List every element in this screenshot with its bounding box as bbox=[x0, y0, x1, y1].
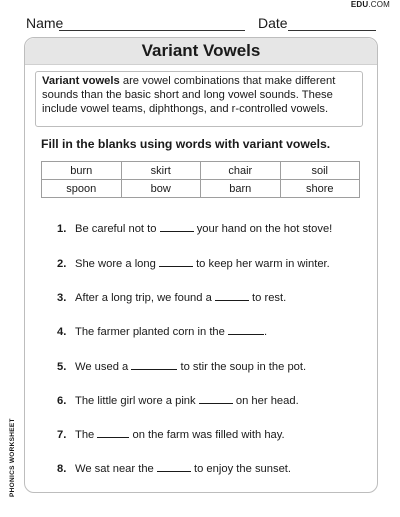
brand-suffix: .COM bbox=[368, 0, 390, 9]
question-text-before: After a long trip, we found a bbox=[75, 292, 215, 304]
question-text-after: to enjoy the sunset. bbox=[190, 463, 292, 475]
question-1 bbox=[57, 221, 332, 235]
intro-text: are vowel combinations that make different sounds than the basic short and long vowel sounds. These include vowel teams, diphthongs, and r-controlled vowels. bbox=[42, 75, 336, 115]
answer-blank[interactable] bbox=[228, 324, 264, 335]
word-cell: spoon bbox=[42, 180, 122, 198]
answer-blank[interactable] bbox=[199, 393, 233, 404]
question-8 bbox=[57, 461, 291, 475]
question-text-after: . bbox=[263, 326, 268, 338]
answer-blank[interactable] bbox=[131, 359, 177, 370]
question-text-before: The bbox=[75, 429, 98, 441]
word-cell: barn bbox=[201, 180, 281, 198]
word-cell: soil bbox=[280, 162, 360, 180]
side-label: PHONICS WORKSHEET bbox=[9, 418, 16, 497]
word-cell: bow bbox=[121, 180, 201, 198]
question-text-before: She wore a long bbox=[75, 258, 159, 270]
date-label: Date bbox=[258, 15, 288, 31]
answer-blank[interactable] bbox=[97, 427, 129, 438]
question-text-before: We sat near the bbox=[75, 463, 157, 475]
worksheet-panel bbox=[24, 37, 378, 493]
intro-term: Variant vowels bbox=[42, 75, 120, 87]
question-5 bbox=[57, 359, 306, 373]
instruction: Fill in the blanks using words with variant vowels. bbox=[41, 137, 331, 151]
question-2 bbox=[57, 256, 330, 270]
question-text-before: The farmer planted corn in the bbox=[75, 326, 228, 338]
question-number: 5. bbox=[57, 361, 67, 373]
title-bar bbox=[25, 38, 377, 65]
intro-box bbox=[35, 71, 363, 127]
question-text-before: We used a bbox=[75, 361, 132, 373]
worksheet-header bbox=[0, 12, 400, 34]
answer-blank[interactable] bbox=[159, 256, 193, 267]
name-label: Name bbox=[26, 15, 64, 31]
answer-blank[interactable] bbox=[160, 221, 194, 232]
question-3 bbox=[57, 290, 286, 304]
question-number: 2. bbox=[57, 258, 67, 270]
brand-logo bbox=[351, 0, 390, 9]
question-number: 6. bbox=[57, 395, 67, 407]
question-number: 3. bbox=[57, 292, 67, 304]
word-cell: shore bbox=[280, 180, 360, 198]
question-6 bbox=[57, 393, 299, 407]
question-text-before: The little girl wore a pink bbox=[75, 395, 199, 407]
word-bank-table bbox=[41, 161, 360, 198]
question-text-after: to keep her warm in winter. bbox=[192, 258, 330, 270]
word-cell: skirt bbox=[121, 162, 201, 180]
question-4 bbox=[57, 324, 267, 338]
question-text-after: your hand on the hot stove! bbox=[193, 223, 333, 235]
word-cell: burn bbox=[42, 162, 122, 180]
word-bank-row bbox=[42, 162, 360, 180]
question-text-after: to rest. bbox=[248, 292, 287, 304]
page-title: Variant Vowels bbox=[141, 41, 261, 60]
question-text-after: on the farm was filled with hay. bbox=[129, 429, 285, 441]
question-number: 4. bbox=[57, 326, 67, 338]
question-text-after: on her head. bbox=[232, 395, 299, 407]
brand-name: EDU bbox=[350, 0, 369, 9]
question-number: 7. bbox=[57, 429, 67, 441]
name-line bbox=[59, 30, 245, 31]
question-number: 1. bbox=[57, 223, 67, 235]
date-line bbox=[288, 30, 376, 31]
word-cell: chair bbox=[201, 162, 281, 180]
answer-blank[interactable] bbox=[157, 461, 191, 472]
answer-blank[interactable] bbox=[215, 290, 249, 301]
question-text-before: Be careful not to bbox=[75, 223, 160, 235]
word-bank-row bbox=[42, 180, 360, 198]
question-number: 8. bbox=[57, 463, 67, 475]
question-text-after: to stir the soup in the pot. bbox=[177, 361, 307, 373]
question-7 bbox=[57, 427, 285, 441]
